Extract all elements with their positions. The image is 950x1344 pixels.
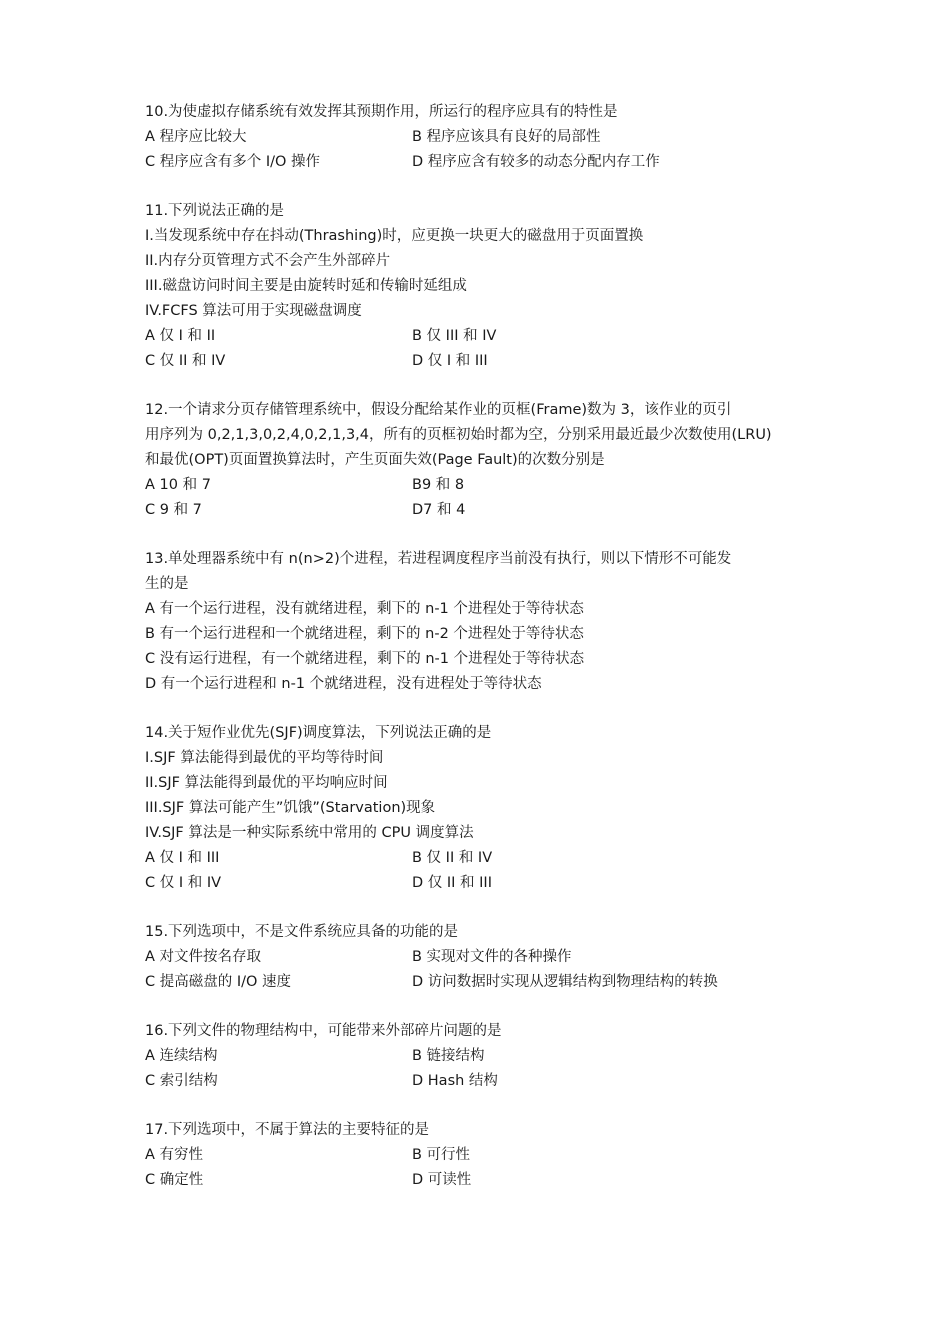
- option-a: A 有一个运行进程，没有就绪进程，剩下的 n-1 个进程处于等待状态: [145, 601, 584, 617]
- question-12: [145, 398, 815, 523]
- option-a: A 程序应比较大: [145, 129, 247, 145]
- question-15: [145, 920, 815, 995]
- option-row: [145, 324, 815, 349]
- question-stem: 10.为使虚拟存储系统有效发挥其预期作用，所运行的程序应具有的特性是: [145, 104, 618, 120]
- option-b: B 有一个运行进程和一个就绪进程，剩下的 n-2 个进程处于等待状态: [145, 626, 584, 642]
- option-d: D Hash 结构: [412, 1073, 498, 1089]
- option-c: C 9 和 7: [145, 502, 202, 518]
- question-stem: 14.关于短作业优先(SJF)调度算法，下列说法正确的是: [145, 725, 492, 741]
- option-d: D 仅 II 和 III: [412, 875, 492, 891]
- statement: II.内存分页管理方式不会产生外部碎片: [145, 253, 391, 269]
- option-row: [145, 349, 815, 374]
- statement: III.SJF 算法可能产生”饥饿”(Starvation)现象: [145, 800, 436, 816]
- option-c: C 仅 II 和 IV: [145, 353, 226, 369]
- option-row: [145, 1143, 815, 1168]
- option-d: D 可读性: [412, 1172, 472, 1188]
- option-row: [145, 150, 815, 175]
- option-b: B 实现对文件的各种操作: [412, 949, 572, 965]
- option-b: B9 和 8: [412, 477, 465, 493]
- option-row: [145, 473, 815, 498]
- option-c: C 提高磁盘的 I/O 速度: [145, 974, 292, 990]
- option-c: C 没有运行进程，有一个就绪进程，剩下的 n-1 个进程处于等待状态: [145, 651, 585, 667]
- exam-page: [145, 100, 815, 1217]
- option-a: A 连续结构: [145, 1048, 218, 1064]
- option-d: D 仅 I 和 III: [412, 353, 488, 369]
- question-stem: 15.下列选项中，不是文件系统应具备的功能的是: [145, 924, 459, 940]
- option-row: [145, 970, 815, 995]
- question-stem: 16.下列文件的物理结构中，可能带来外部碎片问题的是: [145, 1023, 502, 1039]
- option-a: A 10 和 7: [145, 477, 211, 493]
- option-d: D 程序应含有较多的动态分配内存工作: [412, 154, 660, 170]
- option-row: [145, 1168, 815, 1193]
- option-row: [145, 125, 815, 150]
- question-stem-line: 13.单处理器系统中有 n(n>2)个进程，若进程调度程序当前没有执行，则以下情形不可能发: [145, 551, 732, 567]
- question-13: [145, 547, 815, 697]
- question-stem-line: 12.一个请求分页存储管理系统中，假设分配给某作业的页框(Frame)数为 3，该作业的页引: [145, 402, 732, 418]
- option-c: C 确定性: [145, 1172, 204, 1188]
- statement: IV.SJF 算法是一种实际系统中常用的 CPU 调度算法: [145, 825, 474, 841]
- question-stem: 17.下列选项中，不属于算法的主要特征的是: [145, 1122, 430, 1138]
- option-d: D 有一个运行进程和 n-1 个就绪进程，没有进程处于等待状态: [145, 676, 542, 692]
- option-b: B 链接结构: [412, 1048, 485, 1064]
- question-stem-line: 用序列为 0,2,1,3,0,2,4,0,2,1,3,4，所有的页框初始时都为空，分别采用最近最少次数使用(LRU): [145, 427, 772, 443]
- option-row: [145, 871, 815, 896]
- option-d: D7 和 4: [412, 502, 466, 518]
- question-stem-line: 和最优(OPT)页面置换算法时，产生页面失效(Page Fault)的次数分别是: [145, 452, 605, 468]
- option-d: D 访问数据时实现从逻辑结构到物理结构的转换: [412, 974, 718, 990]
- option-row: [145, 1069, 815, 1094]
- statement: IV.FCFS 算法可用于实现磁盘调度: [145, 303, 362, 319]
- option-c: C 索引结构: [145, 1073, 218, 1089]
- option-b: B 程序应该具有良好的局部性: [412, 129, 601, 145]
- question-10: [145, 100, 815, 175]
- statement: II.SJF 算法能得到最优的平均响应时间: [145, 775, 388, 791]
- option-b: B 仅 II 和 IV: [412, 850, 493, 866]
- option-row: [145, 1044, 815, 1069]
- option-c: C 程序应含有多个 I/O 操作: [145, 154, 321, 170]
- question-stem-line: 生的是: [145, 576, 189, 592]
- option-b: B 仅 III 和 IV: [412, 328, 497, 344]
- question-11: [145, 199, 815, 374]
- option-row: [145, 846, 815, 871]
- option-row: [145, 498, 815, 523]
- statement: I.SJF 算法能得到最优的平均等待时间: [145, 750, 384, 766]
- option-a: A 有穷性: [145, 1147, 204, 1163]
- option-a: A 仅 I 和 II: [145, 328, 216, 344]
- option-a: A 对文件按名存取: [145, 949, 262, 965]
- option-c: C 仅 I 和 IV: [145, 875, 222, 891]
- option-b: B 可行性: [412, 1147, 471, 1163]
- statement: I.当发现系统中存在抖动(Thrashing)时，应更换一块更大的磁盘用于页面置换: [145, 228, 644, 244]
- question-14: [145, 721, 815, 896]
- question-17: [145, 1118, 815, 1193]
- statement: III.磁盘访问时间主要是由旋转时延和传输时延组成: [145, 278, 467, 294]
- option-a: A 仅 I 和 III: [145, 850, 220, 866]
- question-stem: 11.下列说法正确的是: [145, 203, 285, 219]
- option-row: [145, 945, 815, 970]
- question-16: [145, 1019, 815, 1094]
